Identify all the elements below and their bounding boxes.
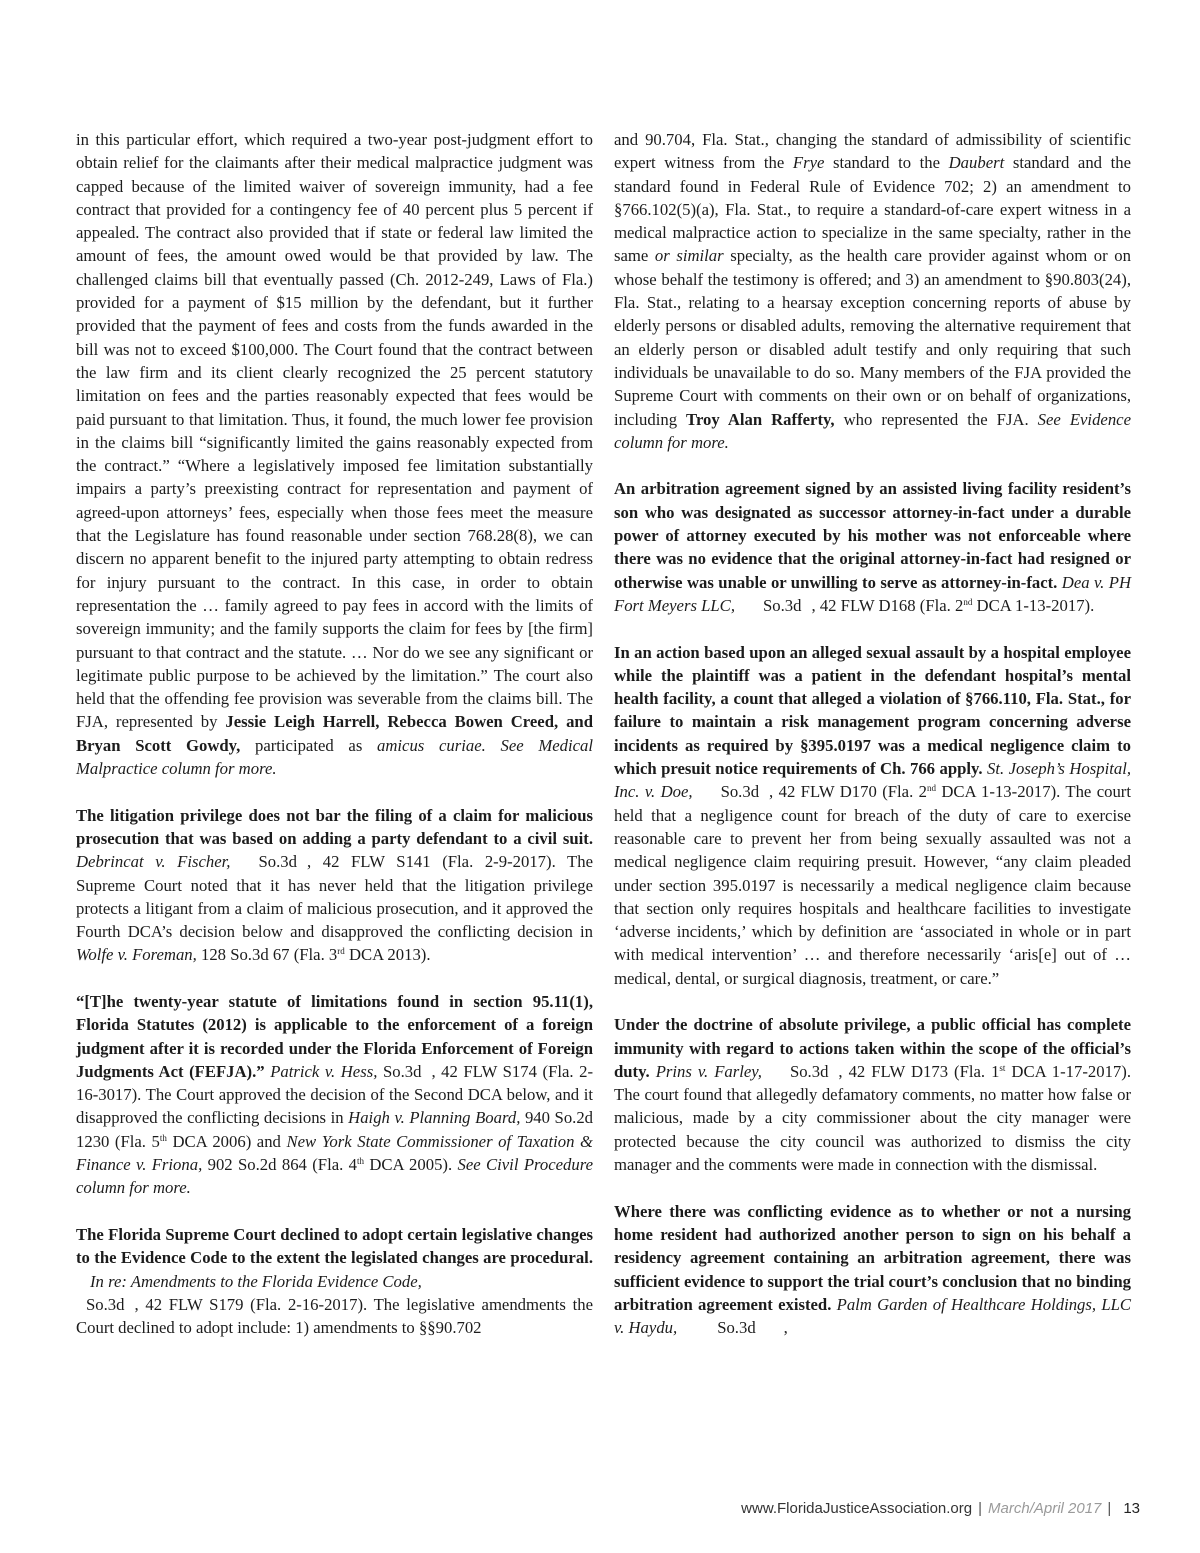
case-name: New York State Commissioner of Taxation & Finance v. Friona, [76,1131,594,1175]
attorney-name: Troy Alan Rafferty, [686,409,835,429]
superscript: rd [337,946,345,957]
italic-term: or similar [654,246,724,266]
text: 128 So.3d 67 (Fla. 3 [196,945,338,965]
italic-term: Frye [792,153,825,173]
headnote: The Florida Supreme Court declined to adopt certain legislative changes to the Evidence Code to the extent the legislated changes are procedural. [76,1224,593,1268]
footer-issue: March/April 2017 [988,1500,1102,1517]
column-reference: See Evidence column for more. [614,409,1131,452]
text: 940 So.2d 1230 (Fla. 5 [76,1108,594,1151]
case-name: Patrick v. Hess, [264,1061,378,1081]
text: , 42 FLW S179 (Fla. 2-16-2017). The legislative amendments the Court declined to adopt include: 1) amendments to §§90.702 [76,1294,593,1338]
case-name: In re: Amendments to the Florida Evidence Code, [90,1271,422,1291]
text: So.3d [717,1318,756,1338]
text: So.3d [258,852,297,872]
superscript: th [357,1156,365,1167]
paragraph-evidence-code [76,1223,593,1339]
right-column [614,128,1131,1339]
text: , 42 FLW D173 (Fla. 1 [838,1061,1000,1081]
case-name: Prins v. Farley, [649,1061,762,1081]
headnote: An arbitration agreement signed by an assisted living facility resident’s son who was designated as successor attorney-in-fact under a durable power of attorney executed by his mother was not enforceable where there was no evidence that the original attorney-in-fact had resigned or otherwise was unable or unwilling to serve as attorney-in-fact. [614,479,1131,592]
text: participated as [240,735,378,755]
page-footer [560,1500,1140,1517]
text: So.3d [789,1061,829,1081]
text: in this particular effort, which required a two-year post-judgment effort to obtain relief for the claimants after their medical malpractice judgment was capped because of the limited waiver of sovereign immunity, had a fee contract that provided for a contingency fee of 40 percent plus 5 percent if appealed. The contract also provided that if state or federal law limited the amount of fees, the amount owed would be that provided by law. The challenged claims bill that eventually passed (Ch. 2012-249, Laws of Fla.) provided for a payment of $15 million by the defendant, but it further provided that the payment of fees and costs from the funds awarded in the bill was not to exceed $100,000. The Court found that the contract between the law firm and its client clearly recognized the 25 percent statutory limitation on fees and the parties reasonably expected that fees would be paid pursuant to that limitation. Thus, it found, the much lower fee provision in the claims bill “significantly limited the gains reasonably expected from the contract.” “Where a legislatively imposed fee limitation substantially impairs a party’s preexisting contract for representation and payment of agreed-upon attorneys’ fees, especially when those fees meet the measure that the Legislature has found reasonable under section 768.28(8), we can discern no apparent benefit to the injured party attempting to obtain redress for injury pursuant to the contract. In this case, in order to obtain representation the … family agreed to pay fees in accord with the limits of sovereign immunity; and the family supports the claim for fees by [the firm] pursuant to that contract and the statute. … Nor do we see any significant or legitimate public purpose to be achieved by the limitation.” The court also held that the offending fee provision was severable from the claims bill. The FJA, represented by [76,130,593,732]
text: who represented the FJA. [834,409,1038,429]
text: , 42 FLW S141 (Fla. 2-9-2017). The Supreme Court noted that it has never held that the litigation privilege protects a litigant from a claim of malicious prosecution, and it approved the Fourth DCA’s decision below and disapproved the conflicting decision in [76,852,593,942]
case-name: Palm Garden of Healthcare Holdings, LLC v. Haydu, [614,1294,1132,1338]
italic-term: Daubert [948,153,1005,173]
footer-website[interactable]: www.FloridaJusticeAssociation.org [741,1500,973,1517]
footer-separator: | [978,1500,983,1517]
text: , 42 FLW D168 (Fla. 2 [811,595,964,615]
text: So.3d [86,1294,125,1314]
text: standard and the standard found in Federal Rule of Evidence 702; 2) an amendment to §766.102(5)(a), Fla. Stat., to require a standard-of-care expert witness in a medical malpractice action to specialize in the same specialty, rather in the same [614,153,1131,266]
text: specialty, as the health care provider against whom or on whose behalf the testimony is offered; and 3) an amendment to §90.803(24), Fla. Stat., relating to a hearsay exception concerning reports of abuse by elderly persons or disabled adults, removing the alternative requirement that an elderly person or disabled adult testify and only requiring that such individuals be unavailable to do so. Many members of the FJA provided the Supreme Court with comments on their own or on behalf of organizations, including [614,246,1131,429]
text: So.3d [720,782,760,802]
text: DCA 2006) and [166,1131,287,1151]
text: So.3d [762,595,802,615]
superscript: st [999,1062,1006,1073]
text: and 90.704, Fla. Stat., changing the standard of admissibility of scientific expert witness from the [614,130,1131,173]
paragraph-statute-of-limitations [76,990,593,1200]
text: DCA 2013). [344,945,431,965]
case-name: Dea v. PH Fort Meyers LLC, [614,572,1131,615]
text: DCA 2005). [364,1155,458,1175]
case-name: St. Joseph’s Hospital, Inc. v. Doe, [614,759,1131,802]
text: So.3d [377,1061,422,1081]
column-reference: See Civil Procedure column for more. [76,1155,594,1198]
headnote: In an action based upon an alleged sexual assault by a hospital employee while the plaintiff was a patient in the defendant hospital’s mental health facility, a count that alleged a violation of §766.110, Fla. Stat., for failure to maintain a risk management program concerning adverse incidents as required by §395.0197 was a medical negligence claim to which presuit notice requirements of Ch. 766 apply. [614,642,1131,779]
headnote: Where there was conflicting evidence as to whether or not a nursing home resident had authorized another person to sign on his behalf a residency agreement containing an arbitration agreement, there was sufficient evidence to support the trial court’s conclusion that no binding arbitration agreement existed. [614,1201,1131,1314]
superscript: nd [926,783,936,794]
paragraph-fee-limitation [76,128,593,780]
headnote: The litigation privilege does not bar the filing of a claim for malicious prosecution that was based on adding a party defendant to a civil suit. [76,805,593,848]
paragraph-evidence-amendments [614,128,1131,454]
paragraph-nursing-home-arbitration [614,1200,1131,1340]
paragraph-litigation-privilege [76,804,593,967]
paragraph-hospital-negligence [614,641,1131,990]
text: , 42 FLW D170 (Fla. 2 [769,782,927,802]
text: , [783,1318,788,1338]
text: 902 So.2d 864 (Fla. 4 [202,1155,357,1175]
case-name: Wolfe v. Foreman, [76,945,197,965]
text: standard to the [824,153,949,173]
attorney-names: Jessie Leigh Harrell, Rebecca Bowen Creed, and Bryan Scott Gowdy, [76,712,593,755]
headnote: “[T]he twenty-year statute of limitations found in section 95.11(1), Florida Statutes (2012) is applicable to the enforcement of a foreign judgment after it is recorded under the Florida Enforcement of Foreign Judgments Act (FEFJA).” [76,991,593,1081]
case-name: Debrincat v. Fischer, [76,852,231,872]
page-number: 13 [1123,1500,1140,1517]
text: DCA 1-17-2017). The court found that allegedly defamatory comments, no matter how false or malicious, made by a city commissioner about the city manager were protected because the city council was authorized to dismiss the city manager and the comments were made in connection with the dismissal. [614,1061,1131,1175]
paragraph-absolute-privilege [614,1013,1131,1176]
text: DCA 1-13-2017). [972,595,1095,615]
column-reference: amicus curiae. See Medical Malpractice column for more. [76,735,593,779]
paragraph-arbitration-agreement [614,477,1131,617]
left-column [76,128,593,1339]
text: DCA 1-13-2017). The court held that a negligence count for breach of the duty of care to exercise reasonable care to prevent her from being sexually assaulted was not a medical negligence claim requiring presuit. However, “any claim pleaded under section 395.0197 is necessarily a medical negligence claim because that section only requires hospitals and healthcare facilities to investigate ‘adverse incidents,’ which by definition are ‘associated in whole or in part with medical intervention’ … and therefore necessarily ‘aris[e] out of … medical, dental, or surgical diagnosis, treatment, or care.” [614,782,1131,988]
superscript: nd [963,596,973,607]
text: , 42 FLW S174 (Fla. 2-16-3017). The Court approved the decision of the Second DCA below, and it disapproved the conflicting decisions in [76,1061,594,1128]
footer-separator: | [1107,1500,1112,1517]
headnote: Under the doctrine of absolute privilege, a public official has complete immunity with regard to actions taken within the scope of the official’s duty. [614,1015,1131,1081]
case-name: Haigh v. Planning Board, [348,1108,521,1128]
superscript: th [159,1132,167,1143]
